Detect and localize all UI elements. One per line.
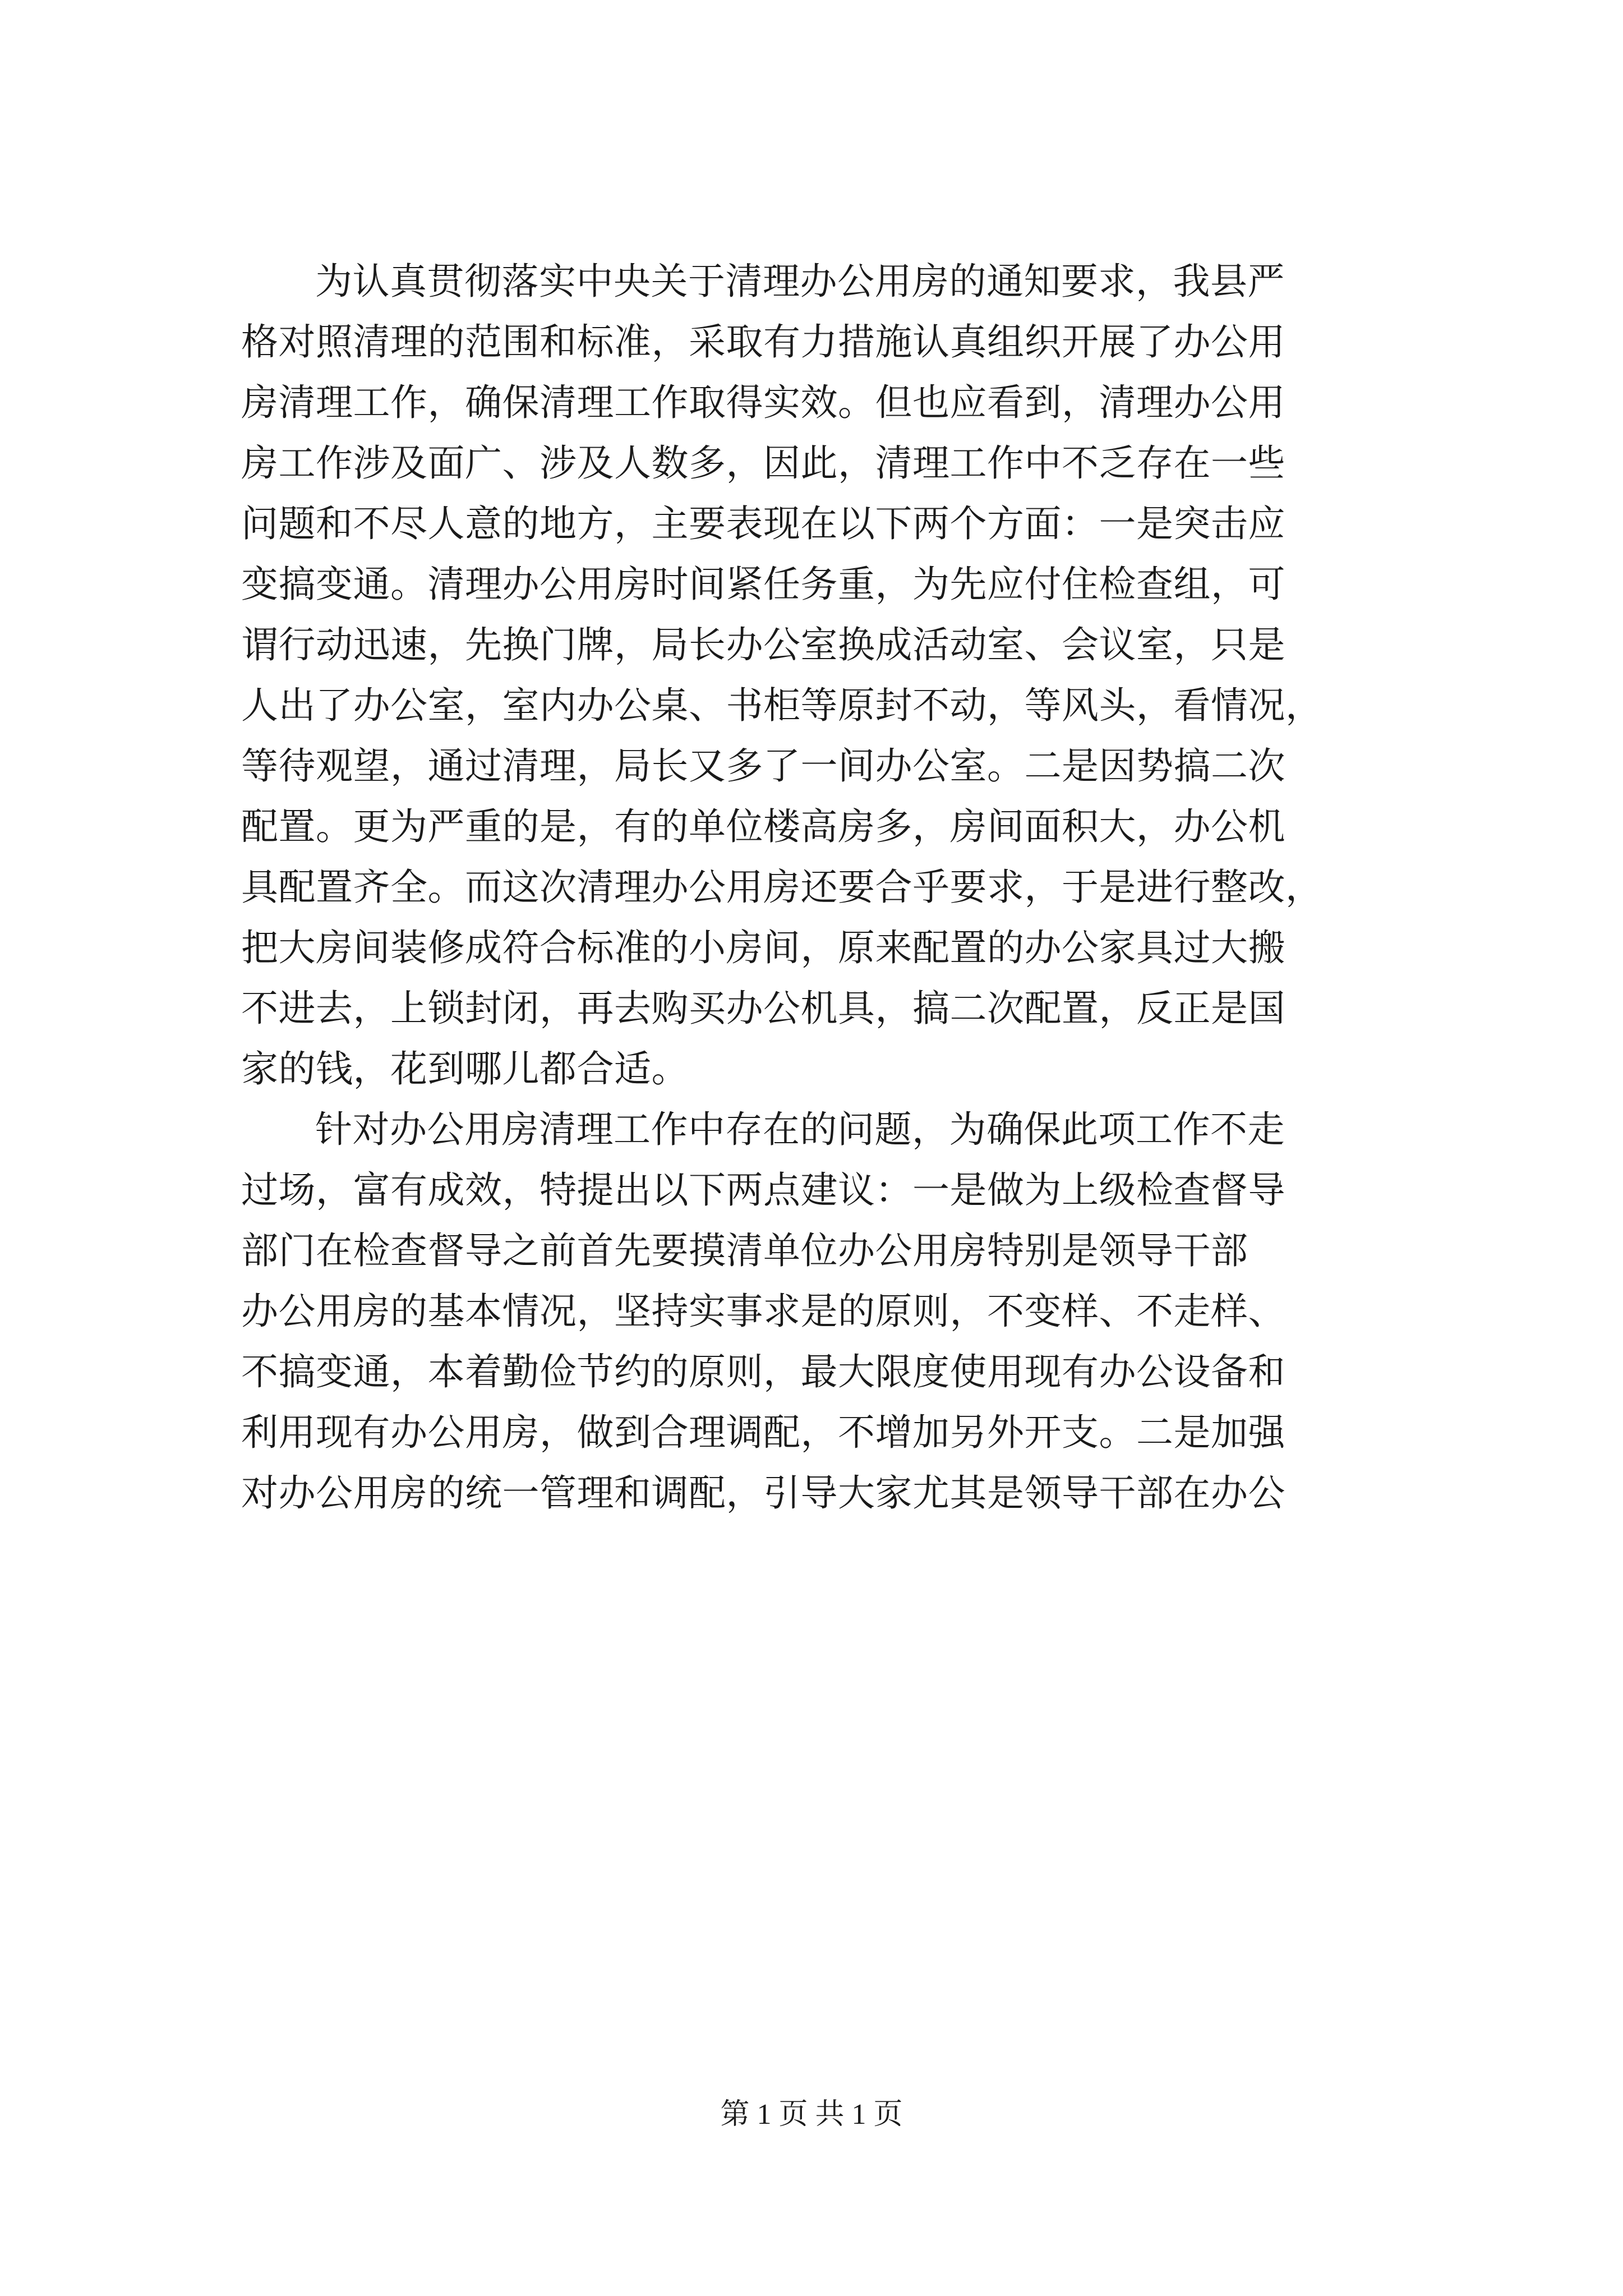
paragraph-line: 问题和不尽人意的地方，主要表现在以下两个方面：一是突击应 (241, 502, 1285, 545)
paragraph-line: 把大房间装修成符合标准的小房间，原来配置的办公家具过大搬 (241, 926, 1285, 969)
paragraph-line: 人出了办公室，室内办公桌、书柜等原封不动，等风头，看情况， (241, 684, 1323, 727)
paragraph-line: 针对办公用房清理工作中存在的问题，为确保此项工作不走 (315, 1108, 1285, 1151)
paragraph-line: 变搞变通。清理办公用房时间紧任务重，为先应付住检查组，可 (241, 563, 1285, 606)
page-number-label: 第 1 页 共 1 页 (720, 2099, 903, 2131)
paragraph-line: 不进去，上锁封闭，再去购买办公机具，搞二次配置，反正是国 (241, 987, 1285, 1030)
paragraph-line: 对办公用房的统一管理和调配，引导大家尤其是领导干部在办公 (241, 1471, 1285, 1515)
paragraph-line: 部门在检查督导之前首先要摸清单位办公用房特别是领导干部 (241, 1229, 1248, 1272)
paragraph-line: 房清理工作，确保清理工作取得实效。但也应看到，清理办公用 (241, 381, 1285, 424)
paragraph-line: 房工作涉及面广、涉及人数多，因此，清理工作中不乏存在一些 (241, 441, 1285, 485)
paragraph-line: 配置。更为严重的是，有的单位楼高房多，房间面积大，办公机 (241, 805, 1285, 848)
paragraph-line: 为认真贯彻落实中央关于清理办公用房的通知要求，我县严 (315, 260, 1285, 303)
paragraph-line: 办公用房的基本情况，坚持实事求是的原则，不变样、不走样、 (241, 1290, 1285, 1333)
document-body (241, 251, 1419, 1524)
paragraph-1 (241, 251, 1419, 1099)
paragraph-line: 等待观望，通过清理，局长又多了一间办公室。二是因势搞二次 (241, 744, 1285, 788)
paragraph-line: 家的钱，花到哪儿都合适。 (241, 1047, 689, 1091)
paragraph-line: 利用现有办公用房，做到合理调配，不增加另外开支。二是加强 (241, 1411, 1285, 1454)
paragraph-line: 具配置齐全。而这次清理办公用房还要合乎要求，于是进行整改， (241, 866, 1323, 909)
paragraph-line: 过场，富有成效，特提出以下两点建议：一是做为上级检查督导 (241, 1168, 1285, 1212)
paragraph-2 (241, 1099, 1419, 1524)
page-footer (0, 2098, 1623, 2132)
paragraph-line: 不搞变通，本着勤俭节约的原则，最大限度使用现有办公设备和 (241, 1350, 1285, 1393)
paragraph-line: 格对照清理的范围和标准，采取有力措施认真组织开展了办公用 (241, 320, 1285, 364)
paragraph-line: 谓行动迅速，先换门牌，局长办公室换成活动室、会议室，只是 (241, 623, 1285, 666)
